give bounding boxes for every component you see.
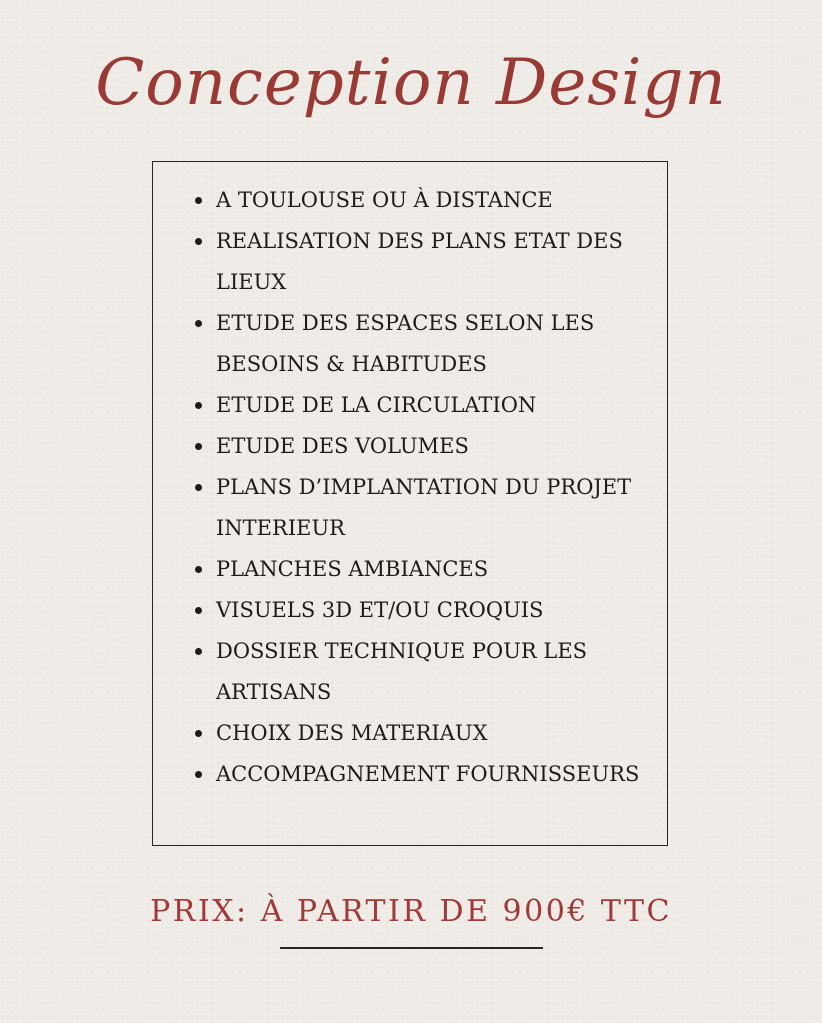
- list-item: REALISATION DES PLANS ETAT DES LIEUX: [190, 221, 650, 303]
- features-list: [190, 180, 650, 795]
- list-item: DOSSIER TECHNIQUE POUR LES ARTISANS: [190, 631, 650, 713]
- price-text: PRIX: À PARTIR DE 900€ TTC: [150, 894, 672, 929]
- list-item: PLANS D’IMPLANTATION DU PROJET INTERIEUR: [190, 467, 650, 549]
- list-item: ACCOMPAGNEMENT FOURNISSEURS: [190, 754, 650, 795]
- price-underline: [280, 947, 543, 949]
- list-item: PLANCHES AMBIANCES: [190, 549, 650, 590]
- list-item: CHOIX DES MATERIAUX: [190, 713, 650, 754]
- page-title: Conception Design: [95, 46, 727, 120]
- list-item: ETUDE DES VOLUMES: [190, 426, 650, 467]
- list-item: ETUDE DE LA CIRCULATION: [190, 385, 650, 426]
- list-item: A TOULOUSE OU À DISTANCE: [190, 180, 650, 221]
- list-item: VISUELS 3D ET/OU CROQUIS: [190, 590, 650, 631]
- list-item: ETUDE DES ESPACES SELON LES BESOINS & HABITUDES: [190, 303, 650, 385]
